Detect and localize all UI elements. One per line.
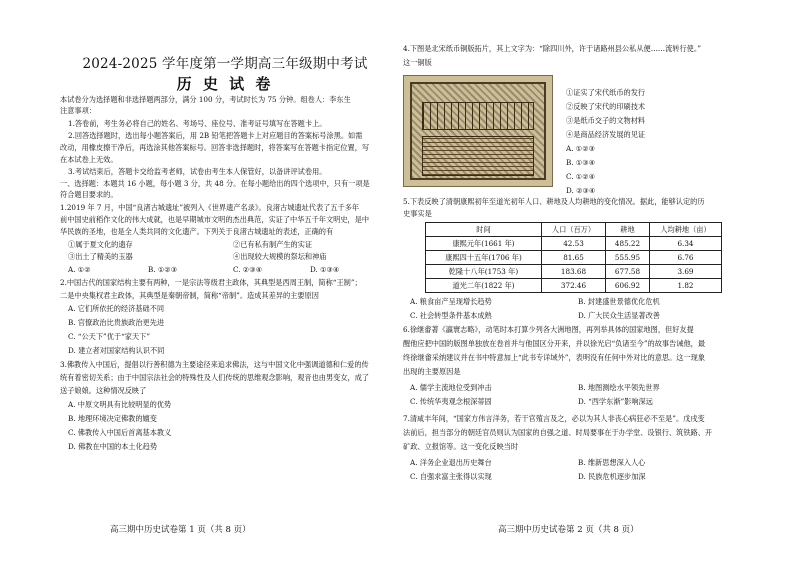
banknote-rubbing-image [403, 75, 553, 187]
q4-choice-d[interactable]: D. ②③④ [566, 186, 596, 195]
intro-line: 在本试卷上无效。 [60, 155, 118, 164]
page-footer: 高三期中历史试卷第 1 页（共 8 页） [110, 525, 251, 535]
q4-choice-b[interactable]: B. ①③④ [566, 158, 596, 167]
q1-option: ①属于夏文化的遗存 [68, 240, 133, 249]
intro-line: 2.回答选择题时，选出每小题答案后，用 2B 铅笔把答题卡上对应题目的答案标号涂黑。如需 [68, 131, 363, 140]
banknote-frame [410, 82, 546, 180]
q7-choice-b[interactable]: B. 维新思想深入人心 [578, 458, 646, 467]
intro-line: 3.考试结束后，答题卡交给监考老师，试卷由考生本人保管好，以备讲评试卷用。 [68, 167, 327, 176]
q1-choice-a[interactable]: A. ①② [68, 265, 91, 274]
q7-choice-a[interactable]: A. 洋务企业退出历史舞台 [410, 458, 492, 467]
table-cell: 乾隆十八年(1753 年) [426, 265, 542, 279]
population-table [425, 222, 722, 293]
q2-stem: 二是中央集权君主政体，其典型是秦朝帝制，简称“帝制”。造成其差异的主要原因 [60, 291, 319, 300]
q7-stem: 法前后，担当部分的朝廷官员则认为国家的自强之道、时局要事在于办学堂、设银行、筑铁路、开 [403, 428, 713, 437]
q5-choice-d[interactable]: D. 广大民众生活显著改善 [578, 311, 660, 320]
table-header: 人口（百万） [542, 223, 606, 237]
q3-choice-b[interactable]: B. 地理环境决定佛教的嬗变 [68, 414, 157, 423]
exam-title: 2024-2025 学年度第一学期高三年级期中考试 [82, 56, 368, 72]
banknote-text-pattern [422, 136, 534, 176]
table-cell: 1.82 [650, 279, 722, 293]
table-cell: 555.95 [606, 251, 650, 265]
table-cell: 康熙四十五年(1706 年) [426, 251, 542, 265]
table-row [426, 237, 722, 251]
q1-stem: 华民族的圣地，也是全人类共同的文化遗产。下列关于良渚古城遗址的表述，正确的有 [60, 227, 334, 236]
q4-option: ④是商品经济发展的见证 [566, 130, 646, 139]
q4-choice-a[interactable]: A. ①②③ [566, 144, 596, 153]
q1-option: ③出土了精美的玉器 [68, 252, 133, 261]
section-heading: 符合题目要求的。 [60, 190, 118, 199]
q4-option: ②反映了宋代的印刷技术 [566, 102, 646, 111]
q3-choice-d[interactable]: D. 佛教在中国的本土化趋势 [68, 442, 158, 451]
q6-stem: 出现的主要原因是 [403, 367, 461, 376]
q5-stem: 史事实是 [403, 209, 432, 218]
q6-choice-c[interactable]: C. 传统华夷观念根深蒂固 [410, 397, 492, 406]
table-cell: 606.92 [606, 279, 650, 293]
table-cell: 485.22 [606, 237, 650, 251]
q4-option: ①证实了宋代纸币的发行 [566, 88, 646, 97]
q7-choice-d[interactable]: D. 民族危机逐步加深 [578, 472, 646, 481]
q6-choice-d[interactable]: D. “西学东渐”影响深远 [578, 397, 653, 406]
table-header: 人均耕地（亩） [650, 223, 722, 237]
table-cell: 6.34 [650, 237, 722, 251]
q4-stem: 这一铜版 [403, 58, 432, 67]
q5-choice-a[interactable]: A. 粮食亩产呈现增长趋势 [410, 297, 492, 306]
intro-line: 本试卷分为选择题和非选择题两部分，满分 100 分，考试时长为 75 分钟。组卷人：李东生 [60, 95, 351, 104]
banknote-top-pattern [422, 102, 534, 130]
q7-choice-c[interactable]: C. 自强求富主张得以实现 [410, 472, 492, 481]
q1-choice-c[interactable]: C. ②③④ [233, 265, 263, 274]
table-cell: 康熙元年(1661 年) [426, 237, 542, 251]
q6-choice-a[interactable]: A. 儒学主流地位受到冲击 [410, 383, 492, 392]
q3-choice-c[interactable]: C. 佛教传入中国后首离基本教义 [68, 428, 172, 437]
q7-stem: 7.清咸丰年间，“国家方伟言洋务，若干官殖言及之，必以为其人非丧心病狂必不至是”。戊戌变 [403, 414, 705, 423]
q6-choice-b[interactable]: B. 地图测绘水平领先世界 [578, 383, 660, 392]
table-cell: 6.76 [650, 251, 722, 265]
table-header: 时间 [426, 223, 542, 237]
table-cell: 183.68 [542, 265, 606, 279]
q6-stem: 6.徐继畬著《瀛寰志略》，动笔时本打算少列各大洲地图，再列举具体的国家地图，但好友提 [403, 325, 694, 334]
q1-option: ②已有私有制产生的实证 [233, 240, 313, 249]
q5-choice-b[interactable]: B. 封建盛世景德优化危机 [578, 297, 660, 306]
intro-line: 注意事项： [60, 106, 96, 115]
q1-stem: 1.2019 年 7 月，中国“良渚古城遗址”被列入《世界遗产名录》。良渚古城遗址代表了五千多年 [60, 203, 360, 212]
q3-stem: 3.佛教传入中国后，提倡以行善积德为主要途径来追求佛法，这与中国文化中强调道德和仁爱的传 [60, 360, 369, 369]
section-heading: 一、选择题：本题共 16 小题，每小题 3 分，共 48 分。在每小题给出的四个选项中，只有一项是 [60, 179, 370, 188]
q4-choice-c[interactable]: C. ①②④ [566, 172, 596, 181]
q1-choice-b[interactable]: B. ①②③ [148, 265, 178, 274]
exam-subtitle: 历 史 试 卷 [176, 75, 274, 93]
q2-stem: 2.中国古代的国家结构主要有两种，一是宗法等级君主政体，其典型是西周王制，简称“王制”； [60, 278, 362, 287]
intro-line: 改动，用橡皮擦干净后，再选涂其他答案标号。回答非选择题时，将答案写在答题卡指定位置，写 [60, 143, 370, 152]
q4-option: ③是纸币交子的文物材料 [566, 116, 646, 125]
table-cell: 42.53 [542, 237, 606, 251]
table-cell: 3.69 [650, 265, 722, 279]
table-row [426, 279, 722, 293]
intro-line: 1.答卷前，考生务必将自己的姓名、考场号、座位号、准考证号填写在答题卡上。 [68, 119, 327, 128]
q6-stem: 醒他应把中国的版图单独放在卷首并与他国区分开来，并以徐光启“负诸至今”的故事告诫他，最 [403, 339, 706, 348]
q3-stem: 送子娘娘。这种情况反映了 [60, 386, 147, 395]
table-cell: 道光二年(1822 年) [426, 279, 542, 293]
q3-stem: 统有着密切关系；由于中国宗法社会的特殊性及人们传统的思维观念影响，观音也由男变女，成了 [60, 373, 370, 382]
q2-choice-b[interactable]: B. 官僚政治比贵族政治更先进 [68, 318, 165, 327]
q5-stem: 5.下表反映了清朝康熙初年至道光初年人口、耕地及人均耕地的变化情况。据此，能够认定的历 [403, 197, 705, 206]
table-row [426, 265, 722, 279]
q6-stem: 终徐继畬采纳建议并在书中特意加上“此书专详域外”，表明没有任何中外对比的意思。这一现象 [403, 353, 706, 362]
table-cell: 372.46 [542, 279, 606, 293]
q2-choice-d[interactable]: D. 建立者对国家结构认识不同 [68, 346, 165, 355]
table-cell: 81.65 [542, 251, 606, 265]
q1-choice-d[interactable]: D. ①③④ [310, 265, 340, 274]
q1-stem: 前中国史前稻作文化的伟大成就，也是早期城市文明的杰出典范，实证了中华五千年文明史，是中 [60, 215, 370, 224]
table-row [426, 251, 722, 265]
q1-option: ④出现较大规模的祭坛和神庙 [233, 252, 327, 261]
table-header-row [426, 223, 722, 237]
q3-choice-a[interactable]: A. 中原文明具有比较明显的优势 [68, 400, 172, 409]
q4-stem: 4.下图是北宋纸币铜版拓片，其上文字为：“除四川外，许于诸路州县公私从便……流转行使。” [403, 44, 702, 53]
page-footer: 高三期中历史试卷第 2 页（共 8 页） [498, 525, 639, 535]
q7-stem: 矿政、立报馆等。这一变化反映当时 [403, 442, 519, 451]
q2-choice-c[interactable]: C. “公天下”优于“家天下” [68, 332, 151, 341]
q2-choice-a[interactable]: A. 它们所依托的经济基础不同 [68, 304, 165, 313]
table-cell: 677.58 [606, 265, 650, 279]
table-header: 耕地 [606, 223, 650, 237]
q5-choice-c[interactable]: C. 社会转型条件基本成熟 [410, 311, 492, 320]
